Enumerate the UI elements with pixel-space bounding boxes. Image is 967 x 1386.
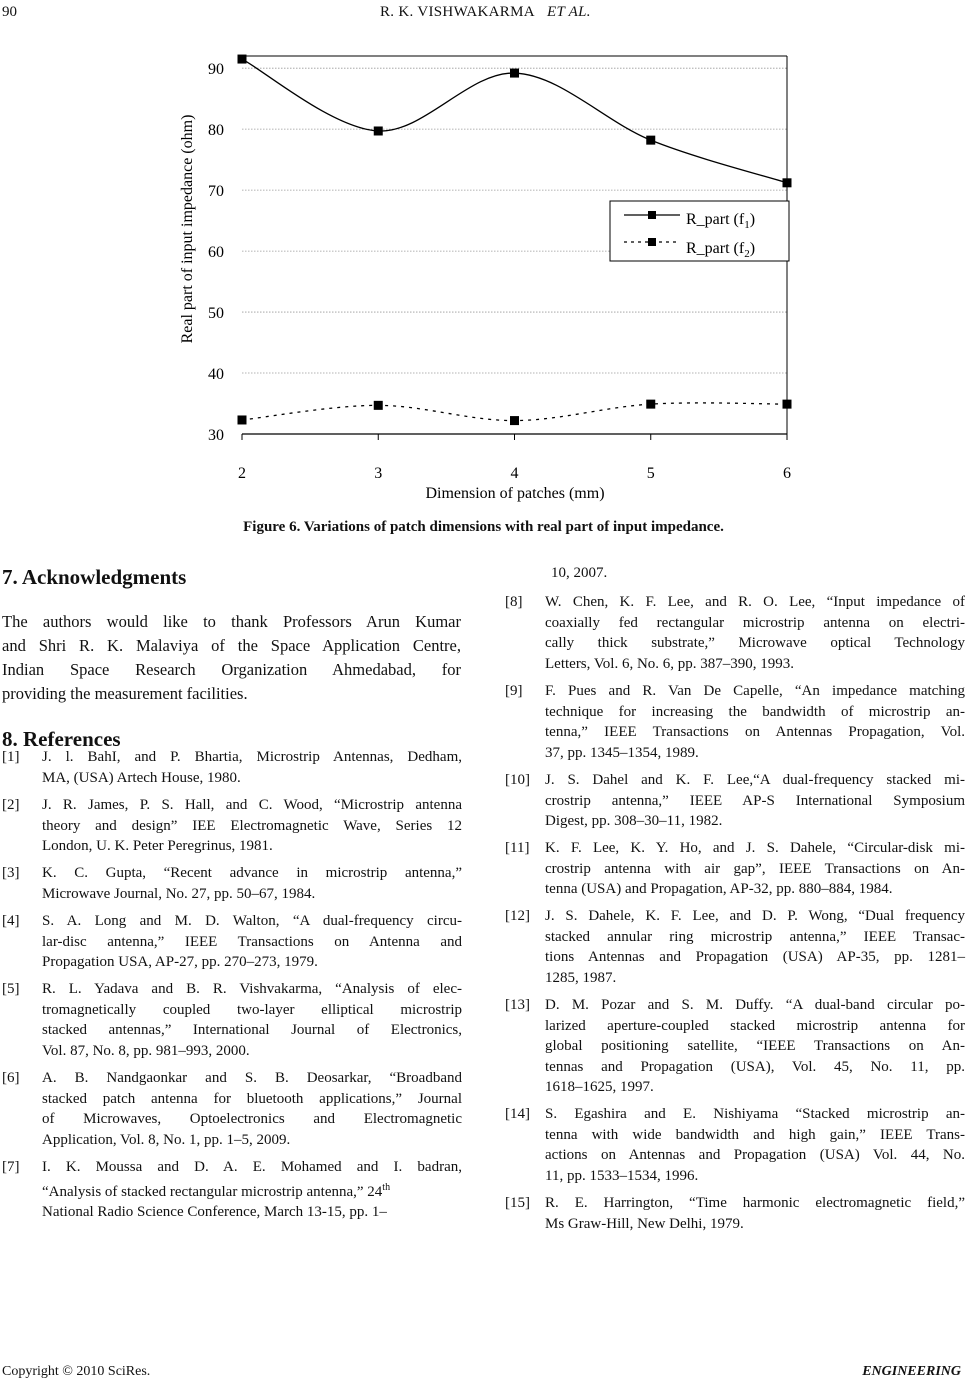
y-tick-label: 80 [208,122,224,140]
reference-number: [9] [505,683,523,699]
reference-line: crostrip antenna,” IEEE AP-S International Symposium [545,792,965,809]
reference-line: tenna (USA) and Propagation, AP-32, pp. 880–884, 1984. [545,881,893,897]
reference-text [545,681,965,763]
reference-number: [14] [505,1106,530,1122]
reference-line: tenna,” IEEE Transactions on Antennas Propagation, Vol. [545,724,965,740]
reference-line: Application, Vol. 8, No. 1, pp. 1–5, 2009. [42,1131,291,1148]
reference-line: Letters, Vol. 6, No. 6, pp. 387–390, 1993. [545,655,795,672]
reference-line: coaxially fed rectangular microstrip antenna on electri- [545,614,965,631]
reference-number: [15] [505,1195,530,1211]
data-point-f1 [510,69,519,78]
reference-line: London, U. K. Peter Peregrinus, 1981. [42,838,273,854]
reference-text [545,592,965,674]
legend-label-f2: R_part $(f_2)$ [686,240,756,260]
references-heading: 8. References [2,727,121,751]
data-point-f2 [783,400,792,409]
reference-line: Ms Graw-Hill, New Delhi, 1979. [545,1215,744,1232]
reference-line: R. L. Yadava and B. R. Vishvakarma, “Analysis of elec- [42,981,462,997]
impedance-line-chart [0,40,967,510]
reference-line: 11, pp. 1533–1534, 1996. [545,1167,699,1184]
reference-text [42,795,462,857]
footer-journal: ENGINEERING [862,1364,961,1379]
data-point-f1 [783,178,792,187]
reference-line: R. E. Harrington, “Time harmonic electromagnetic field,” [545,1195,965,1211]
reference-line: stacked annular ring microstrip antenna,” IEEE Transac- [545,928,965,945]
reference-line: of Microwaves, Optoelectronics and Electromagnetic [42,1111,462,1127]
y-tick-label: 70 [208,183,224,201]
reference-line: National Radio Science Conference, March 13-15, pp. 1– [42,1204,387,1220]
reference-number: [3] [2,865,20,881]
reference-number: [13] [505,997,530,1013]
reference-text [42,1068,462,1150]
reference-line: larized aperture-coupled stacked microstrip antenna for [545,1017,965,1034]
reference-number: [10] [505,772,530,788]
y-tick-label: 90 [208,61,224,79]
reference-text [545,1193,965,1234]
x-tick-label: 4 [510,465,519,482]
reference-line: crostrip antenna with air gap”, IEEE Transactions on An- [545,860,965,877]
reference-text [42,747,462,788]
reference-line: J. S. Dahele, K. F. Lee, and D. P. Wong, “Dual frequency [545,908,965,924]
ack-heading: 7. Acknowledgments [2,565,187,589]
reference-line: tenna with wide bandwidth and high gain,” IEEE Trans- [545,1126,965,1143]
reference-line: F. Pues and R. Van De Capelle, “An impedance matching [545,683,965,699]
data-point-f1 [646,136,655,145]
y-tick-label: 40 [208,366,224,384]
reference-line: Propagation USA, AP-27, pp. 270–273, 1979. [42,954,318,970]
ref7-continuation: 10, 2007. [551,565,608,581]
reference-line: Microwave Journal, No. 27, pp. 50–67, 1984. [42,885,316,902]
x-tick-label: 6 [783,465,791,482]
data-point-f1 [238,55,247,64]
reference-line: actions on Antennas and Propagation (USA) Vol. 44, No. [545,1147,965,1163]
ack-paragraph [2,610,461,706]
x-tick-label: 2 [238,465,246,482]
legend-marker-f1 [648,211,656,219]
legend-label-f1: R_part $(f_1)$ [686,211,756,231]
reference-number: [1] [2,749,20,765]
reference-text [545,906,965,988]
x-tick-label: 3 [374,465,383,482]
reference-number: [7] [2,1159,20,1175]
page-number: 90 [2,4,17,20]
y-axis-label: Real part of input impedance (ohm) [179,114,196,344]
reference-line: 37, pp. 1345–1354, 1989. [545,744,699,761]
reference-line: global positioning satellite, “IEEE Transactions on An- [545,1038,965,1054]
reference-line: 1285, 1987. [545,969,617,986]
ack-line: providing the measurement facilities. [2,684,248,703]
reference-line: lar-disc antenna,” IEEE Transactions on Antenna and [42,933,462,950]
data-point-f1 [374,126,383,135]
reference-line: I. K. Moussa and D. A. E. Mohamed and I. badran, [42,1159,462,1175]
series-line-f1 [242,59,787,183]
reference-number: [2] [2,797,20,813]
reference-line: D. M. Pozar and S. M. Duffy. “A dual-band circular po- [545,997,965,1013]
ack-line: Indian Space Research Organization Ahmedabad, for [2,660,461,679]
reference-line: technique for increasing the bandwidth of microstrip an- [545,703,965,720]
reference-line: K. F. Lee, K. Y. Ho, and J. S. Dahele, “Circular-disk mi- [545,840,965,856]
reference-line: S. Egashira and E. Nishiyama “Stacked microstrip an- [545,1106,965,1122]
y-tick-label: 60 [208,244,224,262]
reference-line: tennas and Propagation (USA), Vol. 45, No. 11, pp. [545,1058,965,1075]
data-point-f2 [646,400,655,409]
reference-line: J. l. BahI, and P. Bhartia, Microstrip Antennas, Dedham, [42,749,462,765]
reference-line: tromagnetically coupled two-layer elliptical microstrip [42,1001,462,1018]
footer-copyright: Copyright © 2010 SciRes. [2,1364,151,1379]
header-etal: ET AL. [547,4,591,20]
data-point-f2 [374,401,383,410]
reference-number: [6] [2,1070,20,1086]
reference-text [545,995,965,1098]
reference-line: S. A. Long and M. D. Walton, “A dual-frequency circu- [42,913,462,929]
header-authors: R. K. VISHWAKARMA [380,4,535,20]
y-tick-label: 50 [208,305,224,323]
reference-line: A. B. Nandgaonkar and S. B. Deosarkar, “Broadband [42,1070,462,1086]
reference-line: “Analysis of stacked rectangular microstrip antenna,” 24th [42,1181,391,1200]
reference-number: [12] [505,908,530,924]
data-point-f2 [238,415,247,424]
reference-text [545,1104,965,1186]
reference-text [545,770,965,832]
x-axis-label: Dimension of patches (mm) [425,485,605,502]
chart-axes [208,56,791,482]
ack-line: The authors would like to thank Professors Arun Kumar [2,612,461,631]
reference-line: J. S. Dahel and K. F. Lee,“A dual-frequency stacked mi- [545,772,965,788]
running-header [380,4,591,21]
reference-number: [11] [505,840,530,856]
reference-line: Vol. 87, No. 8, pp. 981–993, 2000. [42,1042,250,1059]
reference-superscript: th [382,1181,391,1193]
reference-line: theory and design” IEE Electromagnetic Wave, Series 12 [42,817,462,834]
reference-text [42,1157,462,1223]
chart-legend [610,201,789,261]
reference-line: tions Antennas and Propagation (USA) AP-35, pp. 1281– [545,949,965,965]
y-tick-label: 30 [208,427,224,444]
reference-line: stacked antennas,” International Journal of Electronics, [42,1022,462,1038]
reference-text [42,863,462,904]
reference-line: W. Chen, K. F. Lee, and R. O. Lee, “Input impedance of [545,594,965,610]
x-tick-label: 5 [646,465,655,482]
legend-marker-f2 [648,238,656,246]
reference-text [42,979,462,1061]
reference-number: [5] [2,981,20,997]
reference-number: [4] [2,913,20,929]
reference-line: J. R. James, P. S. Hall, and C. Wood, “Microstrip antenna [42,797,462,813]
reference-text [545,838,965,900]
reference-line: MA, (USA) Artech House, 1980. [42,769,241,786]
reference-number: [8] [505,594,523,610]
reference-line: Digest, pp. 308–30–11, 1982. [545,813,723,829]
reference-line: 1618–1625, 1997. [545,1079,654,1095]
reference-text [42,911,462,973]
ack-line: and Shri R. K. Malaviya of the Space Application Centre, [2,636,461,655]
data-point-f2 [510,416,519,425]
figure-caption: Figure 6. Variations of patch dimensions with real part of input impedance. [243,519,724,535]
reference-line: cally thick substrate,” Microwave optical Technology [545,635,965,651]
reference-line: stacked patch antenna for bluetooth applications,” Journal [42,1090,462,1107]
reference-line: K. C. Gupta, “Recent advance in microstrip antenna,” [42,865,462,881]
